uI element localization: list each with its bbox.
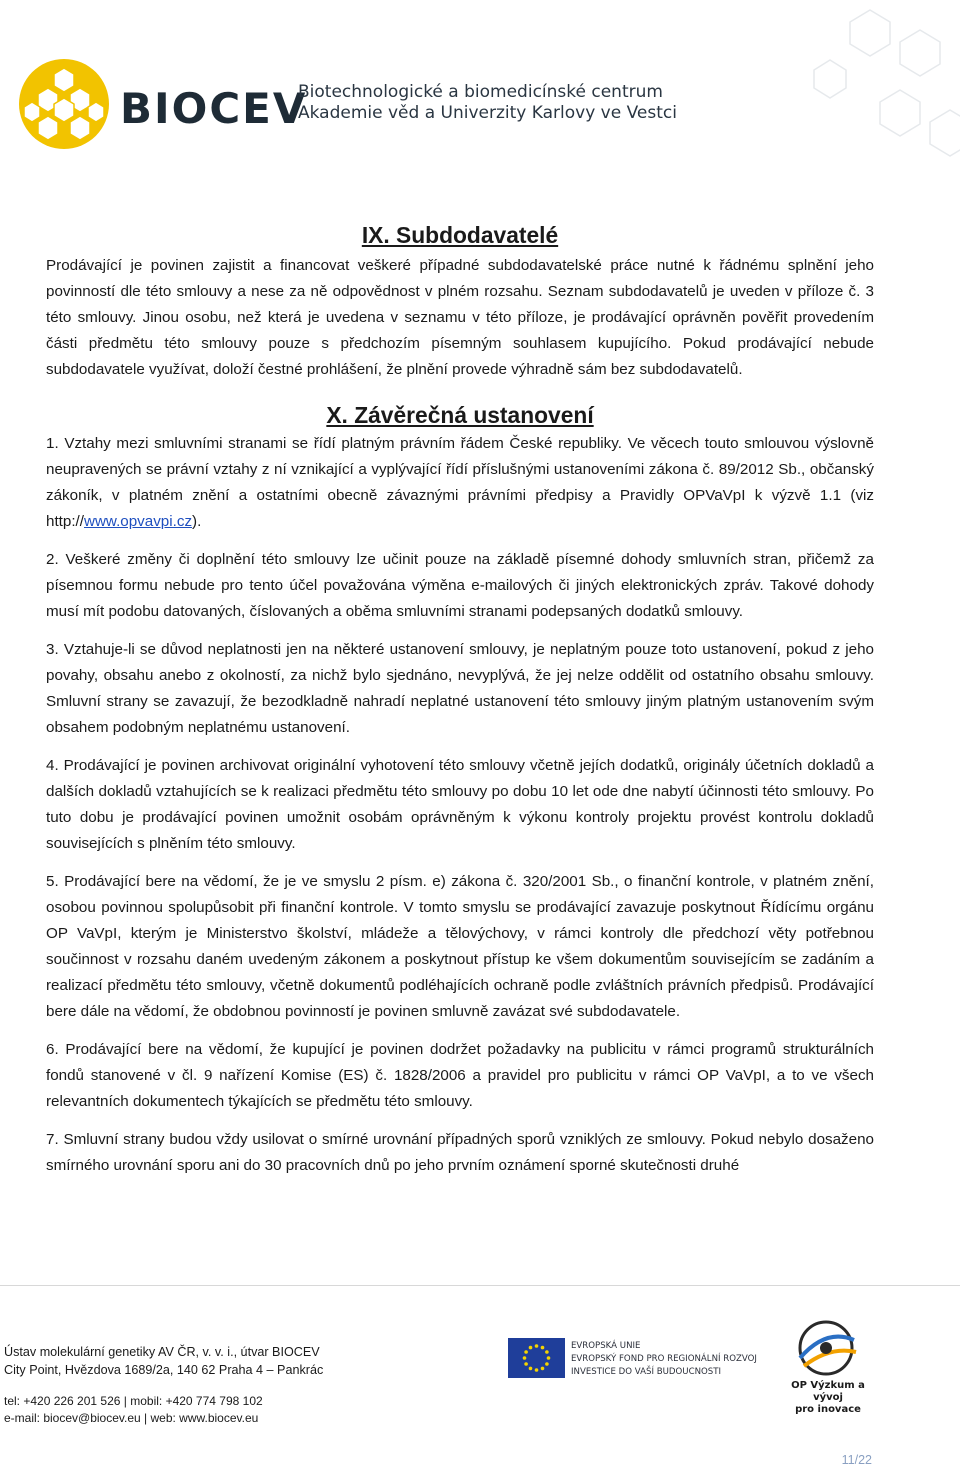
- logo-subtitle-line1: Biotechnologické a biomedicínské centrum: [298, 82, 663, 102]
- list-item-text: Vztahuje-li se důvod neplatnosti jen na některé ustanovení smlouvy, je neplatným pouze toto ustanovení, pokud z jeho povahy, obsahu anebo z okolností, za nichž bylo sjednáno, nevyplývá, že jej nelze oddělit od ostatního obsahu smlouvy. Smluvní strany se zavazují, že bezodkladně nahradí neplatné ustanovení této smlouvy jiným platným ustanovením svým obsahem podobným neplatnému ustanovení.: [46, 641, 874, 736]
- list-item-text: Smluvní strany budou vždy usilovat o smírné urovnání případných sporů vzniklých ze smlouvy. Pokud nebylo dosaženo smírného urovnání sporu ani do 30 pracovních dnů po jeho prvním oznámení sporné skutečnosti druhé: [46, 1131, 874, 1174]
- list-item-text: Prodávající je povinen archivovat originální vyhotovení této smlouvy včetně jejích dodatků, originály účetních dokladů a dalších dokladů vztahujících se k realizaci předmětu této smlouvy po dobu 10 let ode dne nabytí účinnosti této smlouvy. Po tuto dobu je prodávající povinen umožnit osobám oprávněným k výkonu kontroly projektu provést kontrolu dokladů souvisejících s plněním této smlouvy.: [46, 757, 874, 852]
- footer-contact: [4, 1393, 263, 1427]
- list-item: [46, 431, 874, 535]
- section-ix-title: IX. Subdodavatelé: [361, 222, 559, 248]
- list-item: [46, 637, 874, 741]
- list-item: [46, 1127, 874, 1179]
- list-item-text-end: ).: [192, 513, 202, 530]
- eu-funding-text: [571, 1340, 757, 1379]
- list-item-text: Veškeré změny či doplnění této smlouvy lze učinit pouze na základě písemné dohody smluvních stran, přičemž za písemnou formu nebude pro tento účel považována výměna e-mailových či jiných elektronických zpráv. Takové dohody musí mít podobu datovaných, číslovaných a oběma smluvními stranami podepsaných dodatků smlouvy.: [46, 551, 874, 620]
- list-item-number: 6.: [46, 1041, 59, 1058]
- logo-subtitle-line2: Akademie věd a Univerzity Karlovy ve Vestci: [298, 103, 677, 123]
- list-item: [46, 869, 874, 1025]
- biocev-logo-icon: [18, 58, 110, 150]
- footer-address: [4, 1343, 323, 1379]
- op-vavpi-text: [776, 1380, 880, 1416]
- list-item-text: Prodávající bere na vědomí, že je ve smyslu 2 písm. e) zákona č. 320/2001 Sb., o finanční kontrole, v platném znění, osobou povinnou spolupůsobit při finanční kontrole. V tomto smyslu se prodávající zavazuje poskytnout Řídícímu orgánu OP VaVpI, kterým je Ministerstvo školství, mládeže a tělovýchovy, v rámci kontroly dle předchozí věty potřebnou součinnost v rozsahu daném uvedeným zákonem a poskytnout přístup ke všem dokumentům souvisejícím se zadáním a realizací předmětu této smlouvy, včetně dokumentů podléhajících ochraně podle zvláštních právních předpisů. Prodávající bere dále na vědomí, že obdobnou povinností je povinen smluvně zavázat své subdodavatele.: [46, 873, 874, 1020]
- logo-wordmark: BIOCEV: [120, 84, 308, 133]
- list-item-number: 1.: [46, 435, 59, 452]
- footer-contact-line2: e-mail: biocev@biocev.eu | web: www.biocev.eu: [4, 1411, 259, 1425]
- op-vavpi-logo-icon: [778, 1318, 878, 1388]
- op-text-line2: pro inovace: [795, 1404, 861, 1415]
- list-item-number: 2.: [46, 551, 59, 568]
- list-item: [46, 1037, 874, 1115]
- document-body: [46, 222, 874, 1191]
- footer-contact-line1: tel: +420 226 201 526 | mobil: +420 774 798 102: [4, 1394, 263, 1408]
- eu-text-line3: INVESTICE DO VAŠÍ BUDOUCNOSTI: [571, 1367, 722, 1377]
- list-item-number: 5.: [46, 873, 59, 890]
- section-x-list: [46, 431, 874, 1179]
- section-ix-paragraph: Prodávající je povinen zajistit a financovat veškeré případné subdodavatelské práce nutné k řádnému splnění jeho povinností dle této smlouvy a nese za ně odpovědnost v plném rozsahu. Seznam subdodavatelů je uveden v příloze č. 3 této smlouvy. Jinou osobu, než která je uvedena v seznamu v této příloze, je prodávající oprávněn pověřit provedením části předmětu této smlouvy pouze s předchozím písemným souhlasem kupujícího. Pokud prodávající nebude subdodavatele využívat, doloží čestné prohlášení, že plnění provede výhradně sám bez subdodavatelů.: [46, 257, 874, 378]
- list-item-number: 7.: [46, 1131, 59, 1148]
- footer-divider: [0, 1285, 960, 1286]
- eu-flag-icon: [508, 1338, 565, 1378]
- list-item: [46, 753, 874, 857]
- page-number: 11/22: [841, 1453, 872, 1467]
- list-item-text: Prodávající bere na vědomí, že kupující je povinen dodržet požadavky na publicitu v rámci programů strukturálních fondů stanovené v čl. 9 nařízení Komise (ES) č. 1828/2006 a pravidel pro publicitu v rámci OP VaVpI, a to ve všech relevantních dokumentech týkajících se předmětu této smlouvy.: [46, 1041, 874, 1110]
- list-item-text: Vztahy mezi smluvními stranami se řídí platným právním řádem České republiky. Ve věcech touto smlouvou výslovně neupravených se právní vztahy z ní vznikající a vyplývající řídí příslušnými ustanoveními zákona č. 89/2012 Sb., občanský zákoník, v platném znění a ostatními obecně závaznými právními předpisy a Pravidly OPVaVpI k výzvě 1.1 (viz http://: [46, 435, 874, 530]
- list-item-number: 3.: [46, 641, 59, 658]
- footer-address-line2: City Point, Hvězdova 1689/2a, 140 62 Praha 4 – Pankrác: [4, 1363, 324, 1377]
- opvavpi-link[interactable]: www.opvavpi.cz: [84, 513, 193, 530]
- op-text-line1: OP Výzkum a vývoj: [791, 1380, 865, 1403]
- section-x-title: X. Závěrečná ustanovení: [326, 402, 594, 428]
- logo-subtitle: [298, 82, 677, 124]
- eu-text-line1: EVROPSKÁ UNIE: [571, 1341, 641, 1351]
- list-item-number: 4.: [46, 757, 59, 774]
- footer-address-line1: Ústav molekulární genetiky AV ČR, v. v. i., útvar BIOCEV: [4, 1345, 320, 1359]
- list-item: [46, 547, 874, 625]
- eu-text-line2: EVROPSKÝ FOND PRO REGIONÁLNÍ ROZVOJ: [571, 1354, 757, 1364]
